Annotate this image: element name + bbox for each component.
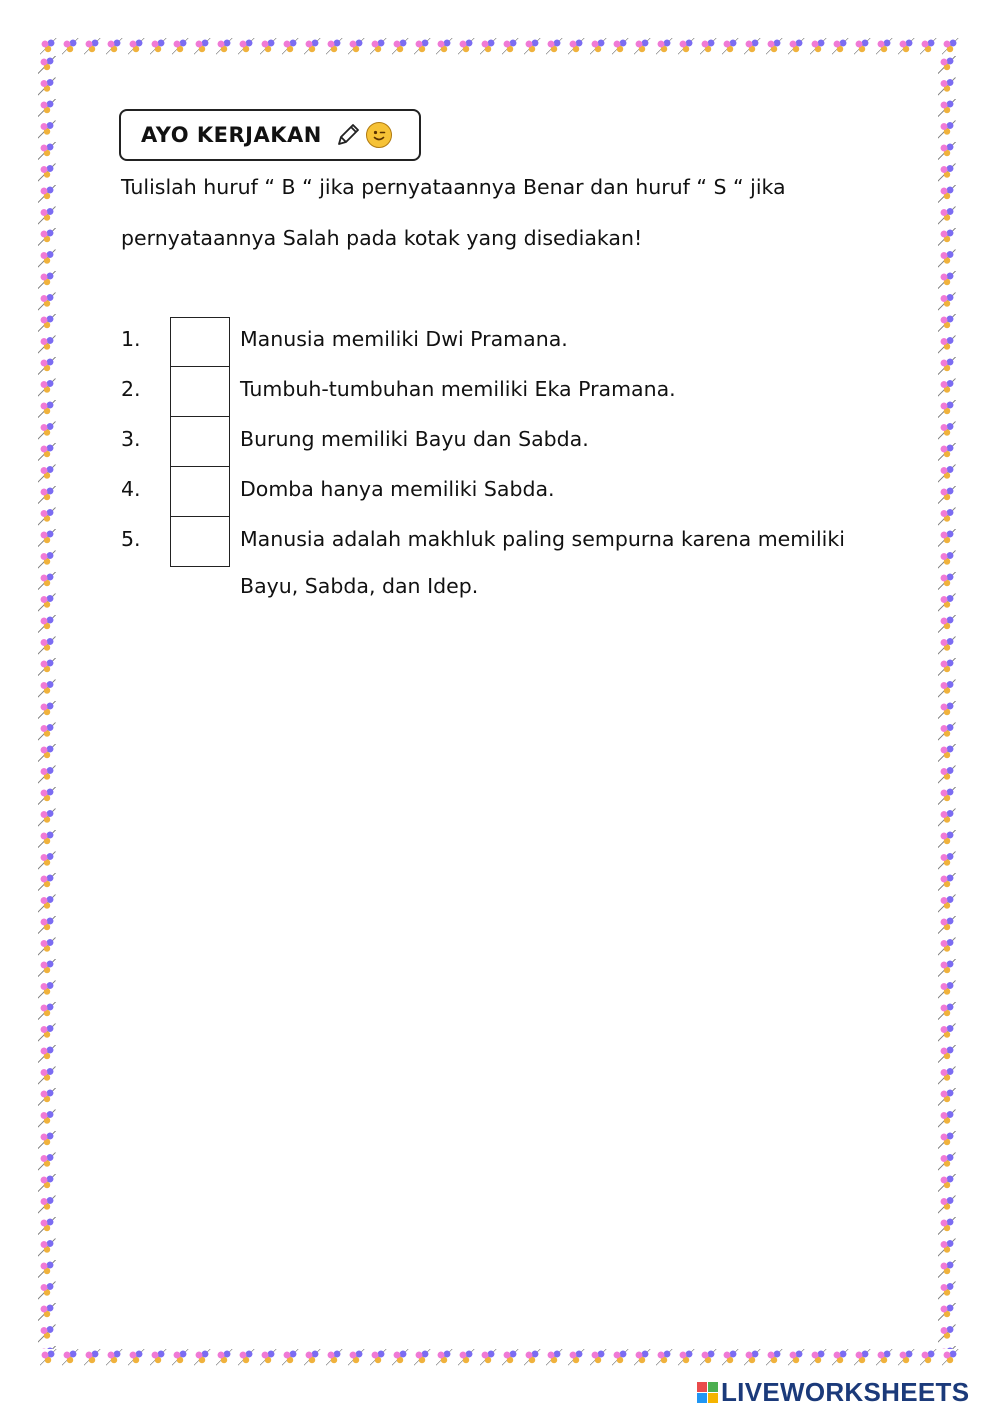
pencil-icon xyxy=(334,121,362,149)
question-text: Domba hanya memiliki Sabda. xyxy=(240,477,555,501)
decorative-balloon-border-top xyxy=(40,38,960,56)
question-row-3 xyxy=(121,417,881,467)
question-row-4 xyxy=(121,467,881,517)
question-text: Manusia memiliki Dwi Pramana. xyxy=(240,327,568,351)
section-title-box xyxy=(119,109,421,161)
instruction-line-2: pernyataannya Salah pada kotak yang disediakan! xyxy=(121,226,643,250)
decorative-balloon-border-bottom xyxy=(40,1349,960,1367)
question-number: 1. xyxy=(121,327,141,351)
question-row-5 xyxy=(121,517,881,567)
answer-box-1[interactable] xyxy=(170,317,230,367)
question-row-1 xyxy=(121,317,881,367)
answer-box-2[interactable] xyxy=(170,367,230,417)
decorative-balloon-border-left xyxy=(38,56,58,1349)
question-number: 5. xyxy=(121,527,141,551)
question-number: 2. xyxy=(121,377,141,401)
question-number: 4. xyxy=(121,477,141,501)
question-text: Tumbuh-tumbuhan memiliki Eka Pramana. xyxy=(240,377,676,401)
winking-face-icon xyxy=(366,122,392,148)
question-number: 3. xyxy=(121,427,141,451)
question-text: Manusia adalah makhluk paling sempurna karena memiliki xyxy=(240,527,845,551)
instruction-line-1: Tulislah huruf “ B “ jika pernyataannya Benar dan huruf “ S “ jika xyxy=(121,175,786,199)
liveworksheets-watermark xyxy=(697,1377,969,1407)
answer-box-3[interactable] xyxy=(170,417,230,467)
question-row-2 xyxy=(121,367,881,417)
watermark-text: LIVEWORKSHEETS xyxy=(721,1376,970,1407)
answer-box-5[interactable] xyxy=(170,517,230,567)
answer-box-4[interactable] xyxy=(170,467,230,517)
liveworksheets-logo-icon xyxy=(697,1382,718,1403)
title-icons xyxy=(334,121,392,149)
question-5-text-continued: Bayu, Sabda, dan Idep. xyxy=(240,574,479,598)
section-title: AYO KERJAKAN xyxy=(141,123,322,147)
decorative-balloon-border-right xyxy=(938,56,958,1349)
question-text: Burung memiliki Bayu dan Sabda. xyxy=(240,427,589,451)
